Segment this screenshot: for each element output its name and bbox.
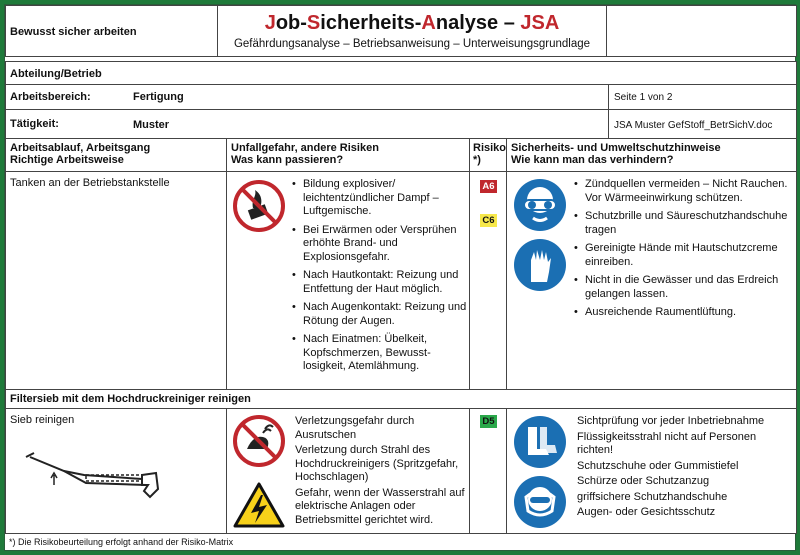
col-header-task: Arbeitsablauf, Arbeitsgang Richtige Arbeitsweise bbox=[5, 138, 227, 172]
list-item: • Ausreichende Raumentlüftung. bbox=[573, 306, 793, 320]
page-subtitle: Gefährdungsanalyse – Betriebsanweisung – Unterweisungsgrundlage bbox=[233, 38, 591, 50]
arbeitsbereich-label: Arbeitsbereich: bbox=[10, 91, 91, 103]
list-item: Flüssigkeitsstrahl nicht auf Personen richten! bbox=[577, 430, 757, 456]
header-left-label: Bewusst sicher arbeiten bbox=[10, 26, 137, 38]
row2-hazard-list bbox=[295, 415, 467, 529]
no-spraying-icon bbox=[233, 415, 285, 467]
page-number: Seite 1 von 2 bbox=[614, 92, 673, 103]
goggles-icon bbox=[513, 178, 567, 232]
row2-measure-list bbox=[577, 415, 793, 522]
list-item: Schürze oder Schutzanzug bbox=[577, 475, 710, 487]
list-item: Sichtprüfung vor jeder Inbetriebnahme bbox=[577, 415, 765, 427]
safety-boots-icon bbox=[513, 415, 567, 469]
row2-task bbox=[5, 408, 227, 534]
header-right bbox=[606, 5, 797, 57]
footnote: *) Die Risikobeurteilung erfolgt anhand der Risiko-Matrix bbox=[9, 537, 234, 547]
list-item: Gefahr, wenn der Wasserstrahl auf elektrische Anlagen oder Betriebsmittel gerichtet wird. bbox=[295, 486, 465, 526]
list-item: • Nach Einatmen: Übelkeit, Kopfschmerzen, Bewusst-losigkeit, Atemlähmung. bbox=[291, 333, 467, 374]
list-item: Augen- oder Gesichtsschutz bbox=[577, 506, 716, 518]
list-item: Verletzungsgefahr durch Ausrutschen bbox=[295, 415, 415, 441]
row2-measures bbox=[506, 408, 797, 534]
row2-task-text: Sieb reinigen bbox=[10, 414, 75, 426]
doc-cell bbox=[608, 109, 797, 139]
list-item: griffsichere Schutzhandschuhe bbox=[577, 490, 728, 503]
col-header-hazards: Unfallgefahr, andere Risiken Was kann passieren? bbox=[226, 138, 470, 172]
col-header-measures: Sicherheits- und Umweltschutzhinweise Wie kann man das verhindern? bbox=[506, 138, 797, 172]
face-shield-icon bbox=[513, 475, 567, 529]
pressure-washer-lance-icon bbox=[24, 445, 164, 505]
section2-title-row bbox=[5, 389, 797, 409]
taetigkeit-value: Muster bbox=[133, 119, 170, 131]
list-item: Schutzschuhe oder Gummistiefel bbox=[577, 459, 739, 472]
list-item: • Nach Hautkontakt: Reizung und Entfettung der Haut möglich. bbox=[291, 269, 467, 296]
taetigkeit-label: Tätigkeit: bbox=[10, 118, 59, 130]
risk-badge-c6: C6 bbox=[480, 214, 497, 227]
row1-hazards bbox=[226, 171, 470, 390]
row2-risk bbox=[469, 408, 507, 534]
row1-task bbox=[5, 171, 227, 390]
risk-badge-d5: D5 bbox=[480, 415, 497, 428]
col-header-risk: Risiko *) bbox=[469, 138, 507, 172]
page-title: Job-Sicherheits-Analyse – JSA bbox=[264, 12, 560, 34]
row1-risk bbox=[469, 171, 507, 390]
row1-measures bbox=[506, 171, 797, 390]
seite-cell bbox=[608, 84, 797, 110]
gloves-icon bbox=[513, 238, 567, 292]
row1-measure-list bbox=[573, 178, 793, 325]
list-item: • Nicht in die Gewässer und das Erdreich gelangen lassen. bbox=[573, 274, 793, 301]
list-item: • Schutzbrille und Säureschutzhandschuhe tragen bbox=[573, 210, 793, 237]
risk-badge-a6: A6 bbox=[480, 180, 497, 193]
taetigkeit-row bbox=[5, 109, 609, 139]
document-name: JSA Muster GefStoff_BetrSichV.doc bbox=[614, 120, 773, 131]
row1-hazard-list bbox=[291, 178, 467, 379]
list-item: • Zündquellen vermeiden – Nicht Rauchen. Vor Wärmeeinwirkung schützen. bbox=[573, 178, 793, 205]
abteilung-label: Abteilung/Betrieb bbox=[10, 68, 102, 80]
list-item: Verletzung durch Strahl des Hochdruckreinigers (Spritzgefahr, Hochschlagen) bbox=[295, 444, 459, 483]
header-left bbox=[5, 5, 218, 57]
section2-title: Filtersieb mit dem Hochdruckreiniger reinigen bbox=[10, 393, 251, 405]
abteilung-row bbox=[5, 61, 797, 85]
list-item: • Gereinigte Hände mit Hautschutzcreme einreiben. bbox=[573, 242, 793, 269]
arbeitsbereich-row bbox=[5, 84, 609, 110]
jsa-sheet bbox=[4, 4, 796, 551]
row1-task-text: Tanken an der Betriebstankstelle bbox=[10, 177, 170, 189]
list-item: • Bei Erwärmen oder Versprühen erhöhte Brand- und Explosionsgefahr. bbox=[291, 224, 467, 265]
header-title-block bbox=[217, 5, 607, 57]
row2-hazards bbox=[226, 408, 470, 534]
no-fire-icon bbox=[233, 180, 285, 232]
arbeitsbereich-value: Fertigung bbox=[133, 91, 184, 103]
high-voltage-icon bbox=[233, 481, 285, 529]
list-item: • Bildung explosiver/ leichtentzündlicher Dampf – Luftgemische. bbox=[291, 178, 467, 219]
list-item: • Nach Augenkontakt: Reizung und Rötung der Augen. bbox=[291, 301, 467, 328]
